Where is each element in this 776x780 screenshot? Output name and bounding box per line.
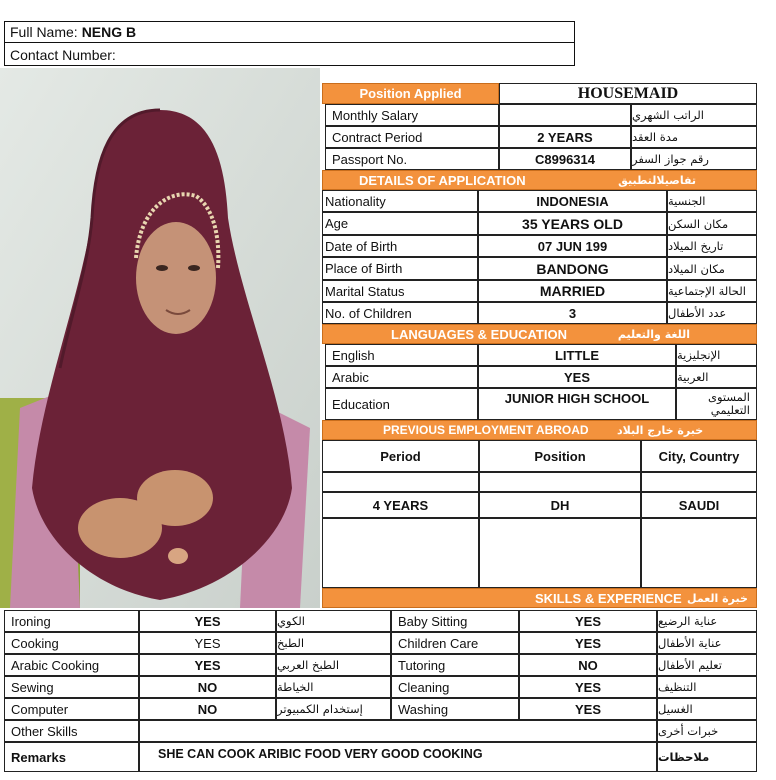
skill-left-label: Sewing (4, 676, 139, 698)
employment-empty-3 (641, 518, 757, 588)
employment-row-city: SAUDI (641, 492, 757, 518)
skill-right-arabic: عناية الأطفال (657, 632, 757, 654)
applicant-photo-drawing (0, 68, 320, 608)
employment-header-period: Period (322, 440, 479, 472)
skill-left-label: Arabic Cooking (4, 654, 139, 676)
employment-section-bar (322, 420, 757, 440)
dob-arabic: تاريخ الميلاد (667, 235, 757, 257)
skill-right-value: YES (519, 632, 657, 654)
skill-right-value: YES (519, 610, 657, 632)
contract-period-value: 2 YEARS (499, 126, 631, 148)
passport-arabic: رقم جواز السفر (631, 148, 757, 170)
contact-label: Contact Number: (10, 46, 116, 63)
skills-section-bar (322, 588, 757, 608)
dob-label: Date of Birth (322, 235, 478, 257)
age-label: Age (322, 212, 478, 235)
employment-header-position: Position (479, 440, 641, 472)
children-value: 3 (478, 302, 667, 324)
header-box (4, 21, 575, 66)
details-title-arabic: تفاصيلالتطبيق (618, 173, 696, 187)
skill-left-value: YES (139, 654, 276, 676)
english-arabic: الإنجليزية (676, 344, 757, 366)
marital-status-label: Marital Status (322, 280, 478, 302)
position-value: HOUSEMAID (499, 83, 757, 104)
salary-label: Monthly Salary (325, 104, 499, 126)
english-label: English (325, 344, 478, 366)
dob-value: 07 JUN 199 (478, 235, 667, 257)
other-skills-arabic: خبرات أخرى (657, 720, 757, 742)
remarks-value: SHE CAN COOK ARIBIC FOOD VERY GOOD COOKING (139, 742, 657, 772)
children-label: No. of Children (322, 302, 478, 324)
skill-left-value: YES (139, 632, 276, 654)
employment-empty-2 (479, 518, 641, 588)
contact-row (5, 44, 574, 65)
employment-header-city: City, Country (641, 440, 757, 472)
languages-title: LANGUAGES & EDUCATION (391, 326, 567, 342)
children-arabic: عدد الأطفال (667, 302, 757, 324)
full-name-value: NENG B (81, 24, 137, 40)
skill-right-label: Tutoring (391, 654, 519, 676)
skill-right-label: Children Care (391, 632, 519, 654)
arabic-value: YES (478, 366, 676, 388)
skill-left-value: NO (139, 676, 276, 698)
english-value: LITTLE (478, 344, 676, 366)
skill-left-arabic: الكوي (276, 610, 391, 632)
skill-right-value: YES (519, 698, 657, 720)
nationality-label: Nationality (322, 190, 478, 212)
position-label: Position Applied (322, 83, 499, 104)
place-of-birth-label: Place of Birth (322, 257, 478, 280)
education-arabic: المستوى التعليمي (676, 388, 757, 420)
nationality-value: INDONESIA (478, 190, 667, 212)
salary-arabic: الراتب الشهري (631, 104, 757, 126)
skill-left-value: YES (139, 610, 276, 632)
education-value: JUNIOR HIGH SCHOOL (478, 388, 676, 420)
skill-left-arabic: الطبخ العربي (276, 654, 391, 676)
marital-status-arabic: الحالة الإجتماعية (667, 280, 757, 302)
full-name-label: Full Name: (10, 24, 78, 40)
skill-left-value: NO (139, 698, 276, 720)
skill-left-label: Computer (4, 698, 139, 720)
passport-label: Passport No. (325, 148, 499, 170)
employment-empty-1 (322, 518, 479, 588)
employment-title-arabic: خبرة خارج البلاد (617, 423, 704, 437)
place-of-birth-value: BANDONG (478, 257, 667, 280)
skill-left-label: Cooking (4, 632, 139, 654)
skill-right-label: Cleaning (391, 676, 519, 698)
skill-right-value: YES (519, 676, 657, 698)
skill-right-arabic: الغسيل (657, 698, 757, 720)
age-arabic: مكان السكن (667, 212, 757, 235)
employment-spacer-2 (479, 472, 641, 492)
other-skills-value (139, 720, 657, 742)
passport-value: C8996314 (499, 148, 631, 170)
remarks-label: Remarks (4, 742, 139, 772)
skill-right-label: Washing (391, 698, 519, 720)
marital-status-value: MARRIED (478, 280, 667, 302)
arabic-label: Arabic (325, 366, 478, 388)
nationality-arabic: الجنسية (667, 190, 757, 212)
skill-right-value: NO (519, 654, 657, 676)
applicant-photo (0, 68, 320, 608)
other-skills-label: Other Skills (4, 720, 139, 742)
skill-left-arabic: الطبخ (276, 632, 391, 654)
details-section-bar (322, 170, 757, 190)
remarks-arabic: ملاحظات (657, 742, 757, 772)
employment-spacer-3 (641, 472, 757, 492)
skill-right-arabic: التنظيف (657, 676, 757, 698)
languages-section-bar (322, 324, 757, 344)
employment-spacer-1 (322, 472, 479, 492)
age-value: 35 YEARS OLD (478, 212, 667, 235)
skill-right-arabic: تعليم الأطفال (657, 654, 757, 676)
contract-period-label: Contract Period (325, 126, 499, 148)
languages-title-arabic: اللغة والتعليم (617, 327, 690, 341)
full-name-row (5, 22, 574, 43)
employment-row-period: 4 YEARS (322, 492, 479, 518)
skill-right-label: Baby Sitting (391, 610, 519, 632)
skills-title: SKILLS & EXPERIENCE (535, 590, 682, 606)
skill-left-arabic: الخياطة (276, 676, 391, 698)
employment-title: PREVIOUS EMPLOYMENT ABROAD (383, 423, 589, 437)
details-title: DETAILS OF APPLICATION (359, 172, 526, 188)
salary-value (499, 104, 631, 126)
arabic-arabic: العربية (676, 366, 757, 388)
place-of-birth-arabic: مكان الميلاد (667, 257, 757, 280)
skill-right-arabic: عناية الرضيع (657, 610, 757, 632)
skills-title-arabic: خبرة العمل (687, 591, 748, 605)
education-label: Education (325, 388, 478, 420)
contract-period-arabic: مدة العقد (631, 126, 757, 148)
employment-row-position: DH (479, 492, 641, 518)
skill-left-label: Ironing (4, 610, 139, 632)
skill-left-arabic: إستخدام الكمبيوتر (276, 698, 391, 720)
